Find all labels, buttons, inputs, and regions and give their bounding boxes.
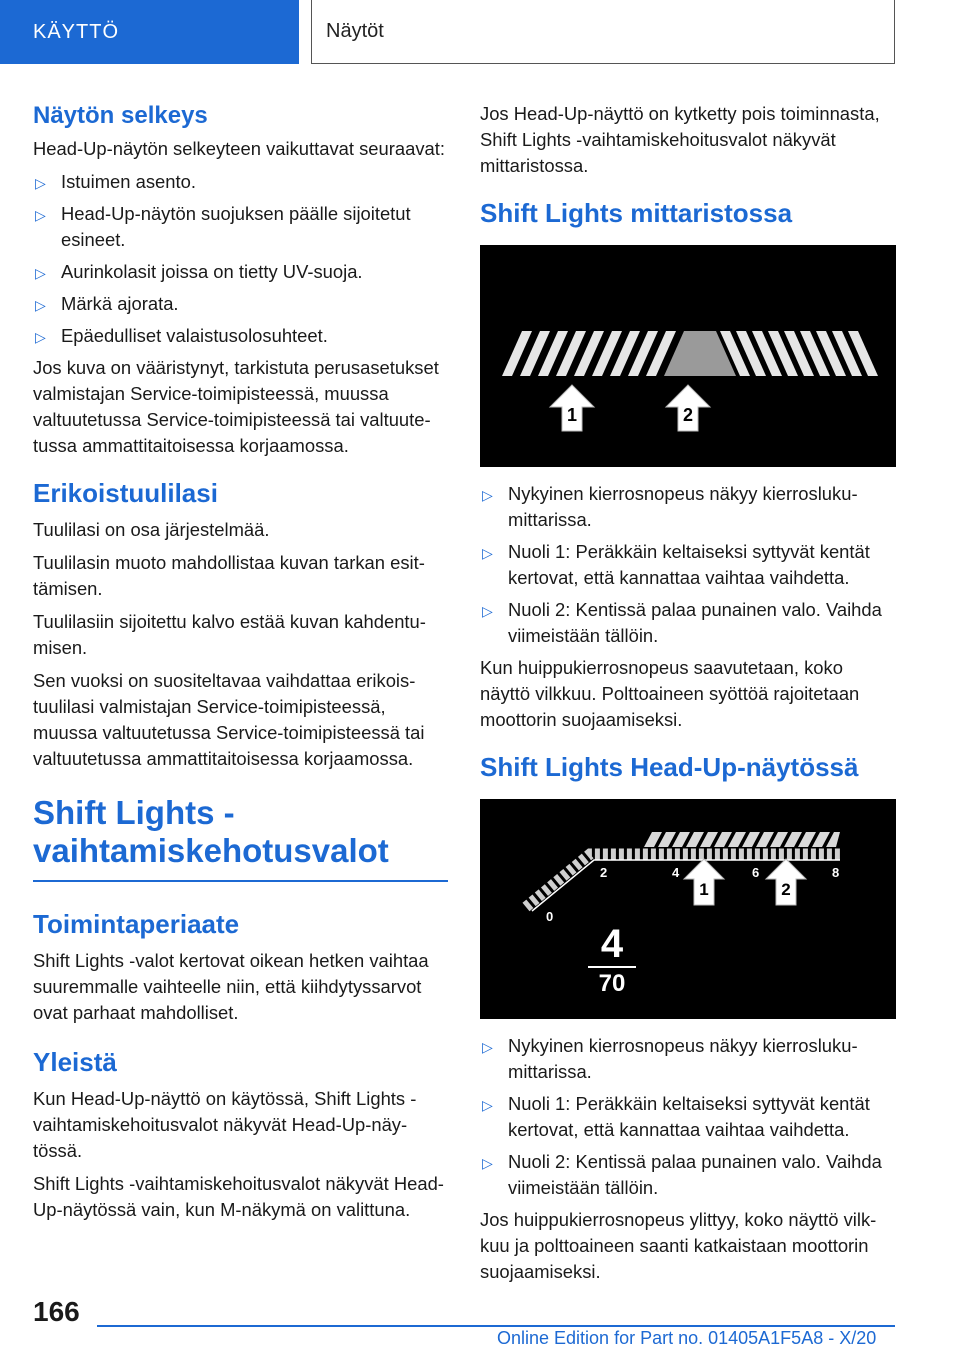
paragraph: Shift Lights -valot kertovat oikean hetken vaihtaa suuremmalle vaihteelle niin, että kiihdytyssarvot ovat parhaat mahdolliset. bbox=[33, 950, 429, 1023]
bullet-list-selkeys bbox=[33, 169, 448, 349]
hud-arrow-1-icon bbox=[684, 859, 724, 905]
triangle-bullet-icon: ▷ bbox=[482, 1039, 493, 1055]
paragraph: Jos Head-Up-näyttö on kytketty pois toiminnasta, Shift Lights -vaihtamiskehoitusvalot näkyvät mittaristossa. bbox=[480, 103, 880, 176]
bullet-list-mittaristo bbox=[480, 481, 896, 649]
svg-text:1: 1 bbox=[566, 405, 578, 425]
figure-head-up-display-shift-lights bbox=[480, 799, 896, 1019]
triangle-bullet-icon: ▷ bbox=[35, 207, 46, 223]
page-number: 166 bbox=[33, 1296, 80, 1327]
segment-row-right bbox=[720, 331, 878, 376]
triangle-bullet-icon: ▷ bbox=[35, 329, 46, 345]
triangle-bullet-icon: ▷ bbox=[35, 265, 46, 281]
shift-lights-hud-illustration bbox=[480, 799, 896, 1019]
list-item: ▷ Istuimen asento. bbox=[33, 169, 448, 195]
arrow-2-icon bbox=[666, 385, 710, 431]
paragraph: Kun Head-Up-näyttö on käytössä, Shift Lights -vaihtamiskehoitusvalot näkyvät Head-Up-näytössä. bbox=[33, 1088, 417, 1161]
triangle-bullet-icon: ▷ bbox=[482, 545, 493, 561]
list-item: ▷ Nuoli 2: Kentissä palaa punainen valo. Vaihda viimeistään tällöin. bbox=[482, 599, 882, 646]
paragraph: Jos huippukierrosnopeus ylittyy, koko näyttö vilkkuu ja polttoaineen saanti katkaistaan moottorin suojaamiseksi. bbox=[480, 1209, 877, 1282]
svg-text:4: 4 bbox=[672, 865, 680, 880]
list-item: ▷ Nuoli 1: Peräkkäin keltaiseksi syttyvät kentät kertovat, että kannattaa vaihtaa vaihdetta. bbox=[482, 1093, 870, 1140]
hud-segment-row bbox=[644, 832, 840, 847]
paragraph: Tuulilasin muoto mahdollistaa kuvan tarkan esittämisen. bbox=[33, 552, 425, 599]
list-item: ▷ Epäedulliset valaistusolosuhteet. bbox=[33, 323, 448, 349]
footer-divider bbox=[97, 1325, 895, 1327]
heading-shift-lights-hud: Shift Lights Head-Up-näytössä bbox=[480, 752, 859, 782]
paragraph: Sen vuoksi on suositeltavaa vaihdattaa erikoistuulilasi valmistajan Service-toimipisteessä, muussa valtuutetussa Service-toimipisteessä tai valtuutetussa ammattitaitoisessa korjaamossa. bbox=[33, 670, 425, 769]
paragraph: Kun huippukierrosnopeus saavutetaan, koko näyttö vilkkuu. Polttoaineen syöttöä rajoitetaan moottorin suojaamiseksi. bbox=[480, 657, 860, 730]
triangle-bullet-icon: ▷ bbox=[482, 1097, 493, 1113]
svg-text:2: 2 bbox=[600, 865, 608, 880]
list-item: ▷ Nuoli 1: Peräkkäin keltaiseksi syttyvät kentät kertovat, että kannattaa vaihtaa vaihdetta. bbox=[482, 541, 870, 588]
list-item: ▷ Nykyinen kierrosnopeus näkyy kierroslukumittarissa. bbox=[482, 1035, 858, 1082]
list-item: ▷ Märkä ajorata. bbox=[33, 291, 448, 317]
hud-speed-readout: 70 bbox=[598, 970, 626, 997]
list-item: ▷ Nykyinen kierrosnopeus näkyy kierroslukumittarissa. bbox=[482, 483, 858, 530]
triangle-bullet-icon: ▷ bbox=[482, 1155, 493, 1171]
svg-text:2: 2 bbox=[781, 880, 791, 899]
left-column bbox=[33, 100, 448, 1230]
section-title: KÄYTTÖ bbox=[33, 20, 120, 43]
right-column bbox=[480, 101, 896, 1292]
chapter-heading-shift-lights: Shift Lights - vaihtamiskehotusvalot bbox=[33, 794, 448, 882]
svg-text:1: 1 bbox=[699, 880, 709, 899]
svg-text:2: 2 bbox=[682, 405, 694, 425]
edition-note: Online Edition for Part no. 01405A1F5A8 - X/20 bbox=[497, 1328, 877, 1348]
section-tab bbox=[0, 0, 299, 64]
chapter-header bbox=[311, 0, 895, 64]
triangle-bullet-icon: ▷ bbox=[35, 297, 46, 313]
chapter-title: Näytöt bbox=[326, 20, 384, 42]
paragraph: Tuulilasi on osa järjestelmää. bbox=[33, 519, 270, 540]
hud-gear-indicator: 4 bbox=[600, 922, 624, 966]
triangle-bullet-icon: ▷ bbox=[35, 175, 46, 191]
shift-lights-cluster-illustration bbox=[480, 245, 896, 467]
triangle-bullet-icon: ▷ bbox=[482, 487, 493, 503]
svg-text:8: 8 bbox=[832, 865, 840, 880]
paragraph: Tuulilasiin sijoitettu kalvo estää kuvan kahdentumisen. bbox=[33, 611, 426, 658]
heading-shift-lights-mittaristossa: Shift Lights mittaristossa bbox=[480, 198, 793, 228]
figure-instrument-cluster-shift-lights bbox=[480, 245, 896, 467]
svg-text:0: 0 bbox=[546, 909, 554, 924]
list-item: ▷ Nuoli 2: Kentissä palaa punainen valo. Vaihda viimeistään tällöin. bbox=[482, 1151, 882, 1198]
heading-toimintaperiaate: Toimintaperiaate bbox=[33, 909, 240, 939]
triangle-bullet-icon: ▷ bbox=[482, 603, 493, 619]
list-item: ▷ Head-Up-näytön suojuksen päälle sijoitetut esineet. bbox=[35, 203, 411, 250]
paragraph: Jos kuva on vääristynyt, tarkistuta perusasetukset valmistajan Service-toimipisteessä, muussa valtuutetussa Service-toimipisteessä tai valtuutetussa ammattitaitoisessa korjaamossa. bbox=[33, 357, 439, 456]
heading-naytön-selkeys: Näytön selkeys bbox=[33, 102, 208, 129]
paragraph: Head-Up-näytön selkeyteen vaikuttavat seuraavat: bbox=[33, 138, 445, 159]
heading-yleista: Yleistä bbox=[33, 1047, 117, 1077]
bullet-list-hud bbox=[480, 1033, 896, 1201]
segment-row-left bbox=[502, 331, 676, 376]
heading-erikoistuulilasi: Erikoistuulilasi bbox=[33, 478, 218, 508]
svg-text:6: 6 bbox=[752, 865, 760, 880]
list-item: ▷ Aurinkolasit joissa on tietty UV-suoja. bbox=[33, 259, 448, 285]
paragraph: Shift Lights -vaihtamiskehoitusvalot näkyvät Head-Up-näytössä vain, kun M-näkymä on valittuna. bbox=[33, 1173, 444, 1220]
arrow-1-icon bbox=[550, 385, 594, 431]
hud-arrow-2-icon bbox=[766, 859, 806, 905]
